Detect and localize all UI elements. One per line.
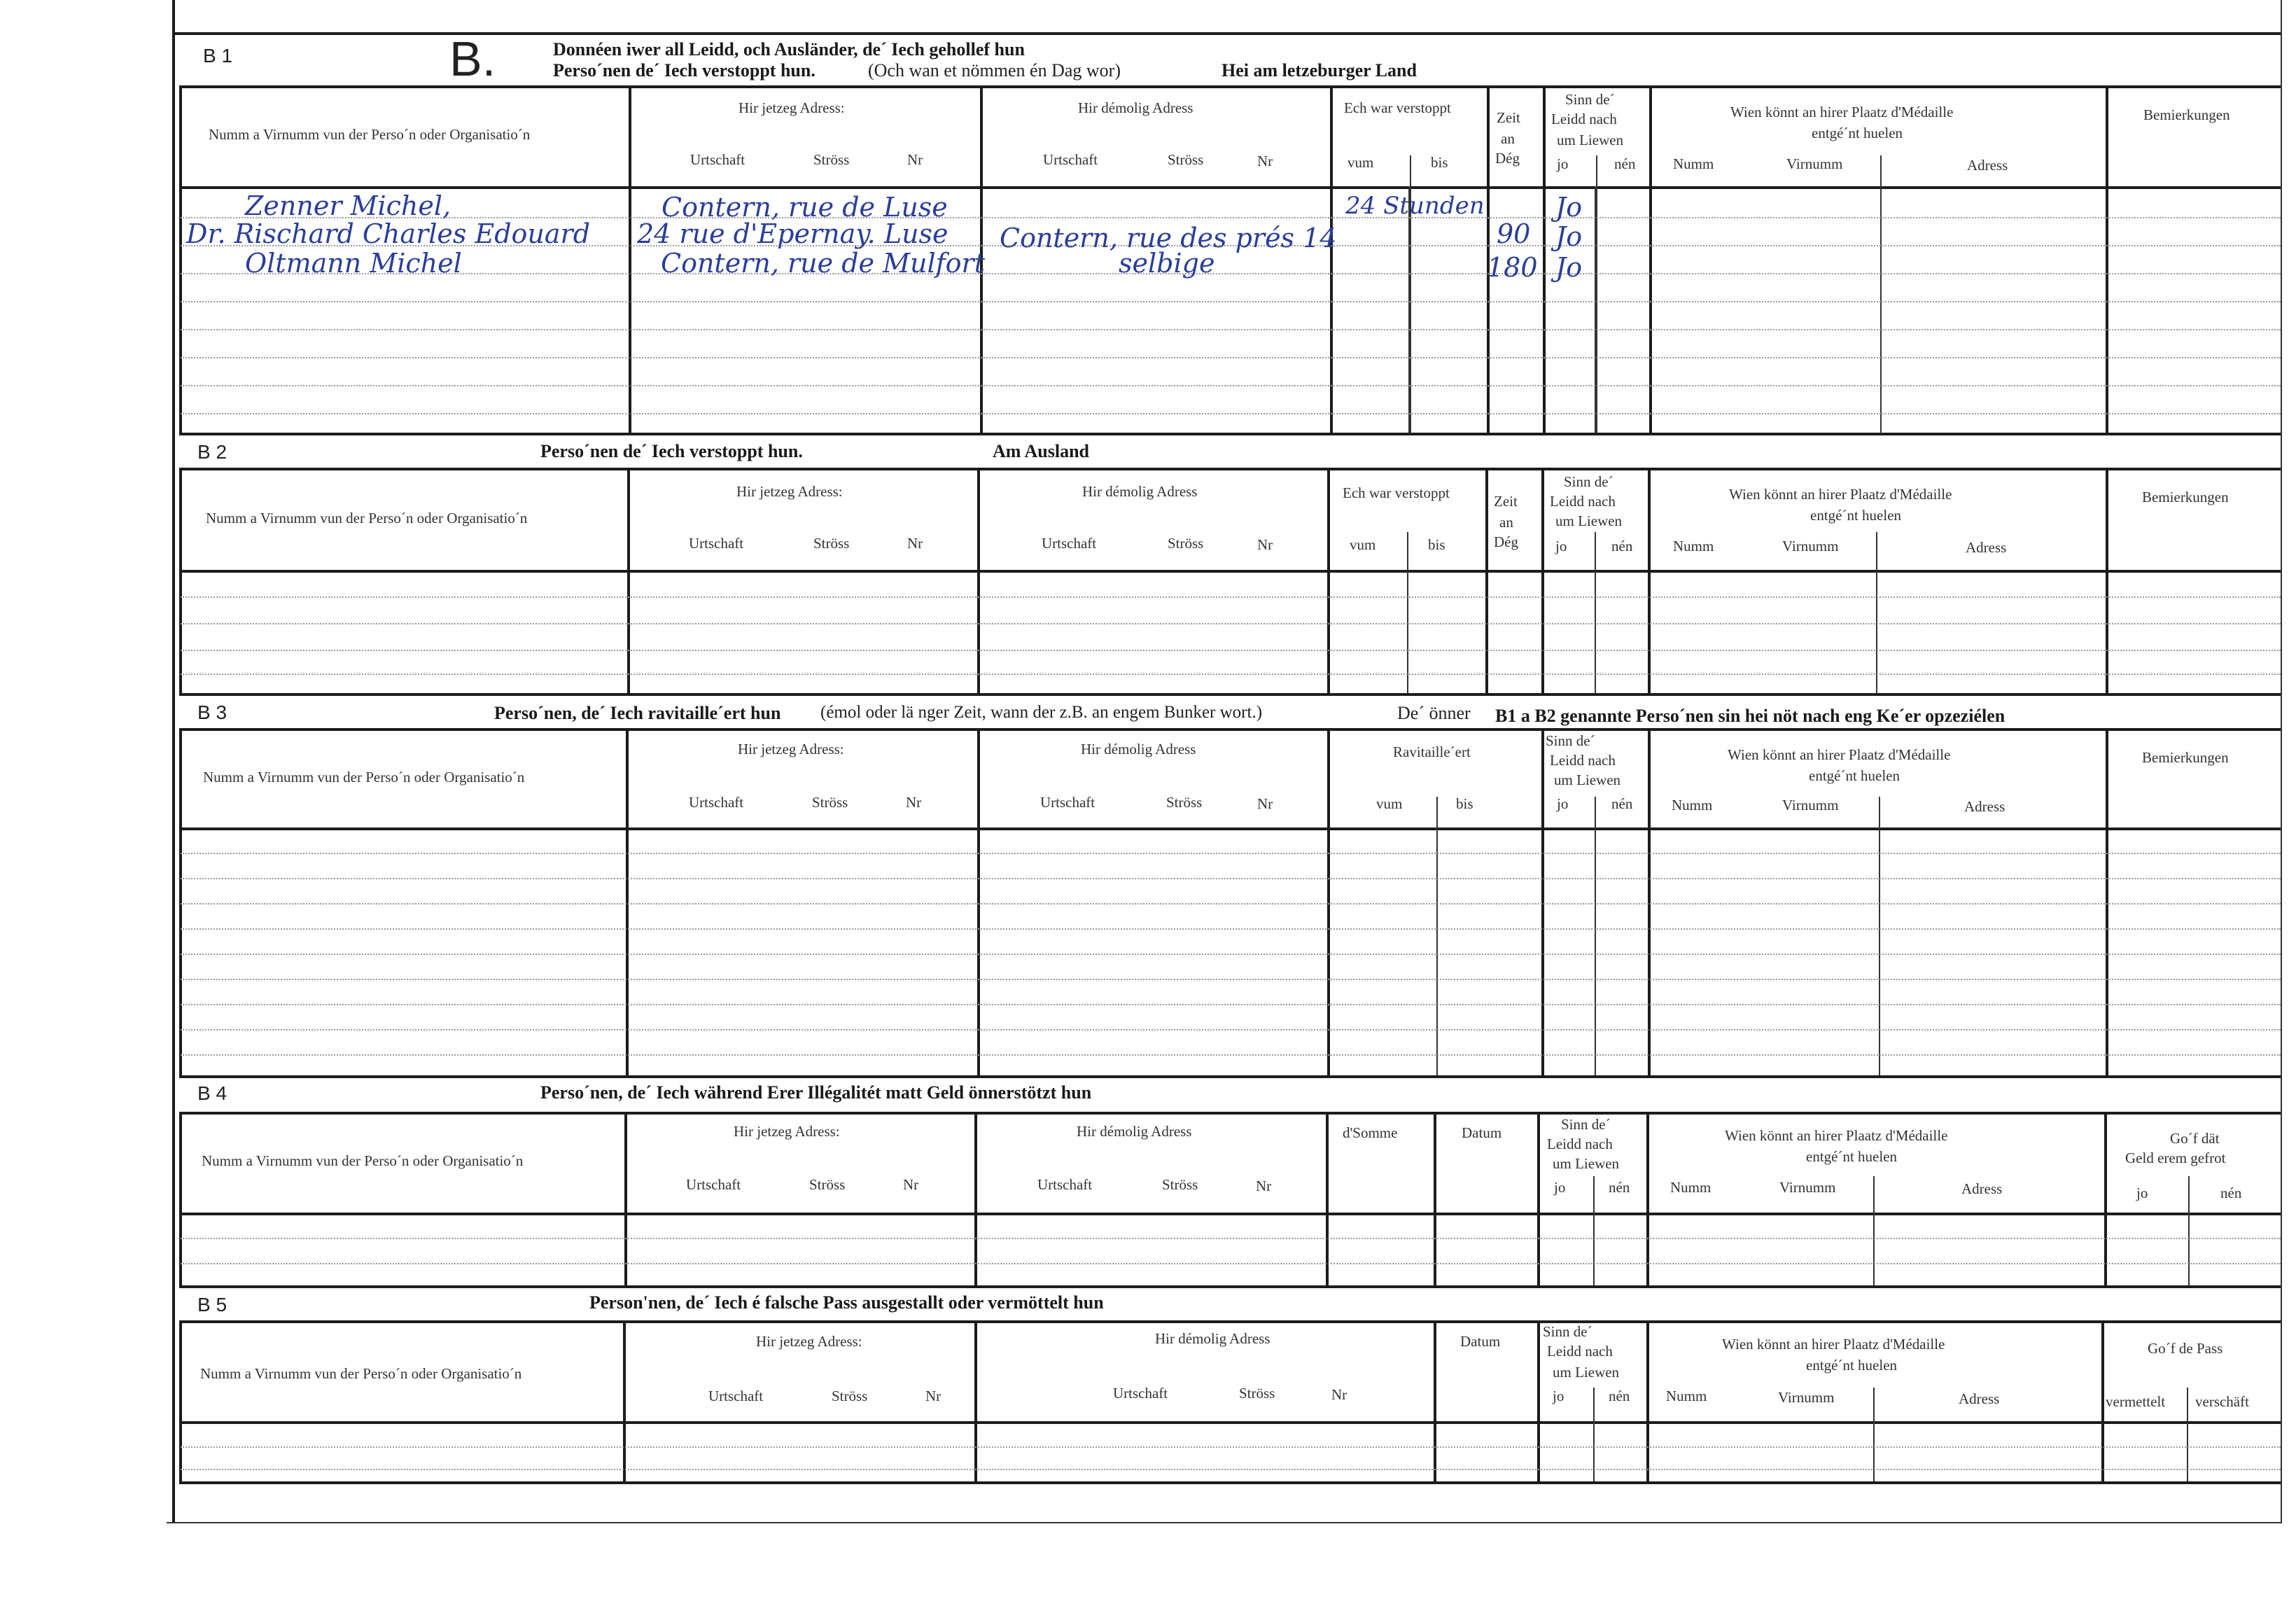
page-bottom-border <box>167 1522 2282 1523</box>
b2-header-sinn3: um Liewen <box>1555 512 1623 529</box>
b2-header-zeit2: an <box>1499 514 1513 531</box>
b4-header-virnumm: Virnumm <box>1779 1179 1836 1196</box>
b2-header-zeit1: Zeit <box>1494 493 1518 510</box>
b1-row1-current: Contern, rue de Luse <box>662 192 948 223</box>
b4-header-urtschaft: Urtschaft <box>686 1176 741 1193</box>
b4-header-medal1: Wien könnt an hirer Plaatz d'Médaille <box>1725 1127 1948 1144</box>
b2-header-nr2: Nr <box>1257 536 1273 553</box>
b1-header-sinn2: Leidd nach <box>1551 111 1617 127</box>
b2-header-numm: Numm <box>1673 538 1714 554</box>
b4-header-numm: Numm <box>1670 1179 1712 1196</box>
b4-header-sinn1: Sinn de´ <box>1561 1116 1611 1133</box>
b5-header-medal2: entgé´nt huelen <box>1806 1357 1898 1374</box>
b2-header-name: Numm a Virnumm vun der Perso´n oder Organisatio´n <box>206 510 528 526</box>
b5-header-stross: Ströss <box>832 1388 868 1404</box>
b4-header-stross: Ströss <box>809 1176 846 1193</box>
b5-header-name: Numm a Virnumm vun der Perso´n oder Organisatio´n <box>200 1365 522 1382</box>
b4-title: Perso´nen, de´ Iech während Erer Illégalitét matt Geld önnerstötzt hun <box>540 1082 1092 1103</box>
b1-row2-current: 24 rue d'Epernay. Luse <box>637 218 948 249</box>
b3-header-stross2: Ströss <box>1166 794 1203 811</box>
b4-header-former-addr: Hir démolig Adress <box>1077 1123 1192 1140</box>
b4-header-nr: Nr <box>903 1176 919 1193</box>
b3-header-former-addr: Hir démolig Adress <box>1081 741 1196 757</box>
b5-header-urtschaft: Urtschaft <box>708 1388 764 1404</box>
b1-header-zeit3: Dég <box>1495 150 1520 167</box>
b1-row3-name: Oltmann Michel <box>245 248 462 279</box>
b1-row1-alive: Jo <box>1555 192 1583 223</box>
b1-header-former-addr: Hir démolig Adress <box>1078 99 1194 116</box>
b3-header-virnumm: Virnumm <box>1782 797 1839 814</box>
b1-title-line1: Donnéen iwer all Leidd, och Ausländer, de´ Iech gehollef hun <box>553 39 1025 60</box>
b5-header-sinn1: Sinn de´ <box>1543 1323 1592 1340</box>
b3-header-numm: Numm <box>1672 797 1713 814</box>
b3-header-nr2: Nr <box>1257 795 1273 812</box>
b4-header-datum: Datum <box>1462 1124 1502 1141</box>
b4-header-medal2: entgé´nt huelen <box>1806 1148 1898 1165</box>
b5-header-virnumm: Virnumm <box>1778 1389 1835 1406</box>
section-b-letter: B. <box>449 32 496 86</box>
b3-header-vum: vum <box>1376 795 1403 812</box>
b3-header-urtschaft: Urtschaft <box>689 794 744 811</box>
b4-header-jo: jo <box>1554 1179 1566 1196</box>
b1-header-medal1: Wien könnt an hirer Plaatz d'Médaille <box>1730 104 1954 120</box>
b5-header-nr: Nr <box>925 1388 941 1404</box>
b3-header-remarks: Bemierkungen <box>2142 749 2229 766</box>
b2-header-medal1: Wien könnt an hirer Plaatz d'Médaille <box>1729 486 1952 503</box>
b5-header-verschaft: verschäft <box>2195 1393 2249 1410</box>
b2-header-current-addr: Hir jetzeg Adress: <box>736 483 843 500</box>
b5-header-numm: Numm <box>1666 1388 1707 1404</box>
b3-header-nen: nén <box>1611 795 1633 812</box>
b3-header-urtschaft2: Urtschaft <box>1040 794 1096 811</box>
b1-title-line2c: Hei am letzeburger Land <box>1222 60 1417 81</box>
b3-header-current-addr: Hir jetzeg Adress: <box>738 741 844 757</box>
b4-header-stross2: Ströss <box>1162 1176 1198 1193</box>
b4-header-sinn2: Leidd nach <box>1547 1136 1613 1152</box>
b4-header-gof1: Go´f dät <box>2170 1130 2220 1147</box>
b2-header-jo: jo <box>1555 538 1567 554</box>
b3-header-adress: Adress <box>1964 798 2005 815</box>
b5-header-nen: nén <box>1609 1388 1630 1404</box>
b4-header-somme: d'Somme <box>1343 1124 1398 1141</box>
b1-header-zeit1: Zeit <box>1497 109 1520 126</box>
b4-header-name: Numm a Virnumm vun der Perso´n oder Organisatio´n <box>202 1152 524 1169</box>
b2-header-nr: Nr <box>907 535 923 552</box>
b3-header-name: Numm a Virnumm vun der Perso´n oder Organisatio´n <box>203 769 525 785</box>
b1-header-virnumm: Virnumm <box>1786 155 1843 172</box>
b1-title-line2b: (Och wan et nömmen én Dag wor) <box>868 60 1121 81</box>
b3-title-b: (émol oder lä nger Zeit, wann der z.B. an engem Bunker wort.) <box>820 703 1263 722</box>
b2-header-virnumm: Virnumm <box>1782 538 1839 554</box>
b2-title-b: Am Ausland <box>993 441 1089 461</box>
b5-header-urtschaft2: Urtschaft <box>1113 1385 1168 1402</box>
b3-header-sinn3: um Liewen <box>1554 771 1621 788</box>
b1-header-hidden: Ech war verstoppt <box>1344 99 1451 116</box>
b2-header-adress: Adress <box>1966 539 2007 556</box>
b1-header-remarks: Bemierkungen <box>2143 106 2230 123</box>
b2-header-sinn2: Leidd nach <box>1550 493 1616 510</box>
b5-header-jo: jo <box>1553 1388 1564 1404</box>
b2-title: Perso´nen de´ Iech verstoppt hun. <box>540 441 803 461</box>
b3-title-c: De´ önner <box>1397 703 1471 723</box>
b5-header-nr2: Nr <box>1331 1386 1348 1403</box>
b4-header-gof-jo: jo <box>2136 1185 2148 1201</box>
b2-header-vum: vum <box>1350 536 1376 553</box>
b1-row3-former: selbige <box>1119 248 1215 279</box>
b1-header-stross2: Ströss <box>1168 151 1204 168</box>
b1-header-adress: Adress <box>1967 157 2008 174</box>
b3-header-sinn2: Leidd nach <box>1550 752 1616 769</box>
b5-header-pass: Go´f de Pass <box>2148 1340 2223 1357</box>
b1-header-urtschaft2: Urtschaft <box>1043 151 1098 168</box>
b1-header-name: Numm a Virnumm vun der Perso´n oder Organisatio´n <box>209 126 531 143</box>
b5-header-medal1: Wien könnt an hirer Plaatz d'Médaille <box>1722 1336 1945 1353</box>
b1-header-medal2: entgé´nt huelen <box>1812 125 1903 141</box>
b1-row2-alive: Jo <box>1555 221 1583 252</box>
b1-header-zeit2: an <box>1501 130 1515 147</box>
b5-title: Person'nen, de´ Iech é falsche Pass ausgestallt oder vermöttelt hun <box>589 1292 1104 1313</box>
b5-header-stross2: Ströss <box>1239 1385 1275 1402</box>
b2-header-medal2: entgé´nt huelen <box>1810 507 1902 524</box>
b2-header-remarks: Bemierkungen <box>2142 489 2229 505</box>
b1-row3-current: Contern, rue de Mulfort <box>661 248 985 279</box>
b1-row1-period: 24 Stunden <box>1345 192 1485 220</box>
b1-header-sinn3: um Liewen <box>1557 132 1624 148</box>
b1-header-nr: Nr <box>907 151 923 168</box>
b1-row2-name: Dr. Rischard Charles Edouard <box>186 218 591 249</box>
b4-header-current-addr: Hir jetzeg Adress: <box>734 1123 840 1140</box>
b2-header-sinn1: Sinn de´ <box>1564 473 1614 490</box>
b4-header-nen: nén <box>1609 1179 1630 1196</box>
b1-header-stross: Ströss <box>813 151 850 168</box>
b2-header-nen: nén <box>1611 538 1633 554</box>
b3-header-bis: bis <box>1456 795 1474 812</box>
section-b1-label: B 1 <box>203 45 233 67</box>
b2-header-urtschaft2: Urtschaft <box>1042 535 1097 552</box>
b1-row1-name: Zenner Michel, <box>245 190 451 221</box>
b3-title-a: Perso´nen, de´ Iech ravitaille´ert hun <box>494 703 781 723</box>
b3-title-d: B1 a B2 genannte Perso´nen sin hei nöt nach eng Ke´er opzeziélen <box>1495 706 2005 726</box>
b2-header-stross: Ströss <box>813 535 850 552</box>
b5-header-vermettelt: vermettelt <box>2106 1393 2166 1410</box>
section-b4-label: B 4 <box>197 1082 227 1104</box>
b3-header-stross: Ströss <box>812 794 848 811</box>
b5-header-sinn3: um Liewen <box>1553 1364 1620 1381</box>
b3-header-medal1: Wien könnt an hirer Plaatz d'Médaille <box>1728 746 1951 763</box>
b3-header-medal2: entgé´nt huelen <box>1809 767 1900 784</box>
b4-header-gof2: Geld erem gefrot <box>2125 1150 2226 1166</box>
b3-header-rav: Ravitaille´ert <box>1393 743 1471 760</box>
b2-header-zeit3: Dég <box>1494 533 1518 550</box>
b1-header-sinn1: Sinn de´ <box>1565 91 1615 108</box>
b1-header-bis: bis <box>1431 154 1448 171</box>
b2-header-bis: bis <box>1428 536 1446 553</box>
b4-header-adress: Adress <box>1961 1180 2003 1197</box>
b1-header-nr2: Nr <box>1257 153 1273 169</box>
b1-row3-days: 180 <box>1487 252 1538 283</box>
b4-header-sinn3: um Liewen <box>1553 1155 1620 1172</box>
b4-header-urtschaft2: Urtschaft <box>1037 1176 1093 1193</box>
b1-header-current-addr: Hir jetzeg Adress: <box>738 99 845 116</box>
b2-header-urtschaft: Urtschaft <box>689 535 744 552</box>
b1-row3-alive: Jo <box>1555 252 1583 283</box>
b2-header-stross2: Ströss <box>1168 535 1204 552</box>
b1-header-jo: jo <box>1557 155 1569 172</box>
b1-header-urtschaft: Urtschaft <box>690 151 746 168</box>
b4-header-gof-nen: nén <box>2220 1185 2242 1201</box>
b1-header-numm: Numm <box>1673 155 1714 172</box>
b5-header-current-addr: Hir jetzeg Adress: <box>756 1333 862 1350</box>
b2-header-former-addr: Hir démolig Adress <box>1082 483 1198 500</box>
b5-header-former-addr: Hir démolig Adress <box>1155 1330 1270 1347</box>
b1-header-vum: vum <box>1348 154 1374 171</box>
b3-header-sinn1: Sinn de´ <box>1546 732 1595 749</box>
b3-header-nr: Nr <box>906 794 922 811</box>
b5-header-datum: Datum <box>1460 1333 1501 1350</box>
page-right-border <box>2281 0 2282 1523</box>
b3-header-jo: jo <box>1557 795 1569 812</box>
b5-header-sinn2: Leidd nach <box>1547 1343 1613 1360</box>
b1-title-line2a: Perso´nen de´ Iech verstoppt hun. <box>553 60 816 81</box>
b2-header-hidden: Ech war verstoppt <box>1343 484 1450 501</box>
section-b5-label: B 5 <box>197 1294 227 1315</box>
b1-header-nen: nén <box>1614 155 1636 172</box>
section-b3-label: B 3 <box>197 701 227 723</box>
page-left-border <box>172 0 175 1523</box>
b1-row2-former: Contern, rue des prés 14 <box>1000 223 1337 253</box>
b5-header-adress: Adress <box>1959 1390 2000 1407</box>
section-b2-label: B 2 <box>197 441 227 463</box>
b4-header-nr2: Nr <box>1256 1178 1272 1194</box>
b1-row2-days: 90 <box>1497 218 1531 249</box>
